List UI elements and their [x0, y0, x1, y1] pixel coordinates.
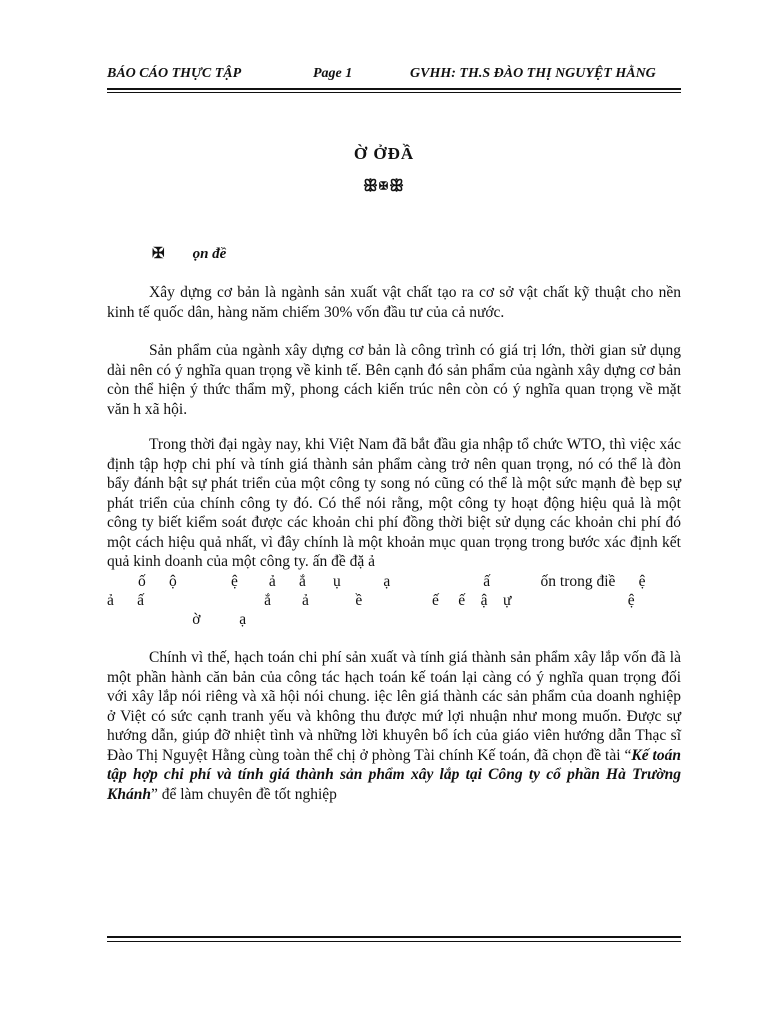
section-heading-text: ọn đề: [192, 246, 227, 262]
section-heading: [152, 244, 226, 263]
fragment-line-1: ố ộ ệ ả ắ ụ ạ ấ ốn trong điề ệ: [107, 573, 646, 590]
header-rule-thick: [107, 88, 681, 90]
header-rule-thin: [107, 92, 681, 93]
page-title: Ờ ỞĐẦ: [353, 144, 415, 163]
instructor-name: GVHH: TH.S ĐÀO THỊ NGUYỆT HẰNG: [410, 66, 656, 81]
ornament-icon: ꕥ✠ꕥ: [363, 178, 405, 195]
page-number: Page 1: [313, 66, 353, 81]
footer-rule-thick: [107, 936, 681, 938]
page-header: [107, 66, 681, 86]
fragment-line-2: ả ấ ắ ả ề ế ế ậ ự ệ: [107, 592, 635, 609]
paragraph-1: Xây dựng cơ bản là ngành sản xuất vật chất tạo ra cơ sở vật chất kỹ thuật cho nền kinh tế quốc dân, hàng năm chiếm 30% vốn đầu tư của cả nước.: [107, 284, 681, 321]
paragraph-2: Sản phẩm của ngành xây dựng cơ bản là công trình có giá trị lớn, thời gian sử dụng dài nên có ý nghĩa quan trọng về kinh tế. Bên cạnh đó sản phẩm của ngành xây dựng cơ bản còn thể hiện ý thức thẩm mỹ, phong cách kiến trúc nên còn có ý nghĩa quan trọng về mặt văn h xã hội.: [107, 342, 681, 418]
thesis-topic: Kế toán tập hợp chi phí và tính giá thành sản phẩm xây lắp tại Công ty cổ phần Hà Trường Khánh: [107, 746, 681, 803]
fragment-line-3: ờ ạ: [107, 611, 247, 628]
report-title: BÁO CÁO THỰC TẬP: [107, 66, 242, 81]
paragraph-3: Trong thời đại ngày nay, khi Việt Nam đã bắt đầu gia nhập tổ chức WTO, thì việc xác định tập hợp chi phí và tính giá thành sản phẩm càng trở nên quan trọng, nó có thể là đòn bẩy đánh bật sự phát triển của một công ty song nó cũng có thể là một sức mạnh đè bẹp sự phát triển của chính công ty đó. Có thể nói rằng, một công ty hoạt động hiệu quả là một công ty biết kiểm soát được các khoản chi phí đồng thời biệt sử dụng các khoản chi phí đó một cách hiệu quả nhất, vì đây chính là một khoản mục quan trọng trong bước xác định kết quả kinh doanh của một công ty. ấn đề đặ ả: [107, 436, 681, 570]
paragraph-4: Chính vì thế, hạch toán chi phí sản xuất và tính giá thành sản phẩm xây lắp vốn đã là một phần hành căn bản của công tác hạch toán kế toán lại càng có ý nghĩa quan trọng đối với xây lắp nói riêng và xã hội nói chung. iệc lên giá thành các sản phẩm của doanh nghiệp ở Việt có sức cạnh tranh yếu và không thu được mứ lợi nhuận như mong muốn. Được sự hướng dẫn, giúp đỡ nhiệt tình và những lời khuyên bổ ích của giáo viên hướng dẫn Thạc sĩ Đào Thị Nguyệt Hằng cùng toàn thể chị ở phòng Tài chính Kế toán, đã chọn đề tài “Kế toán tập hợp chi phí và tính giá thành sản phẩm xây lắp tại Công ty cổ phần Hà Trường Khánh” để làm chuyên đề tốt nghiệp: [107, 649, 681, 803]
footer-rule-thin: [107, 941, 681, 942]
bullet-icon: ✠: [152, 246, 165, 262]
